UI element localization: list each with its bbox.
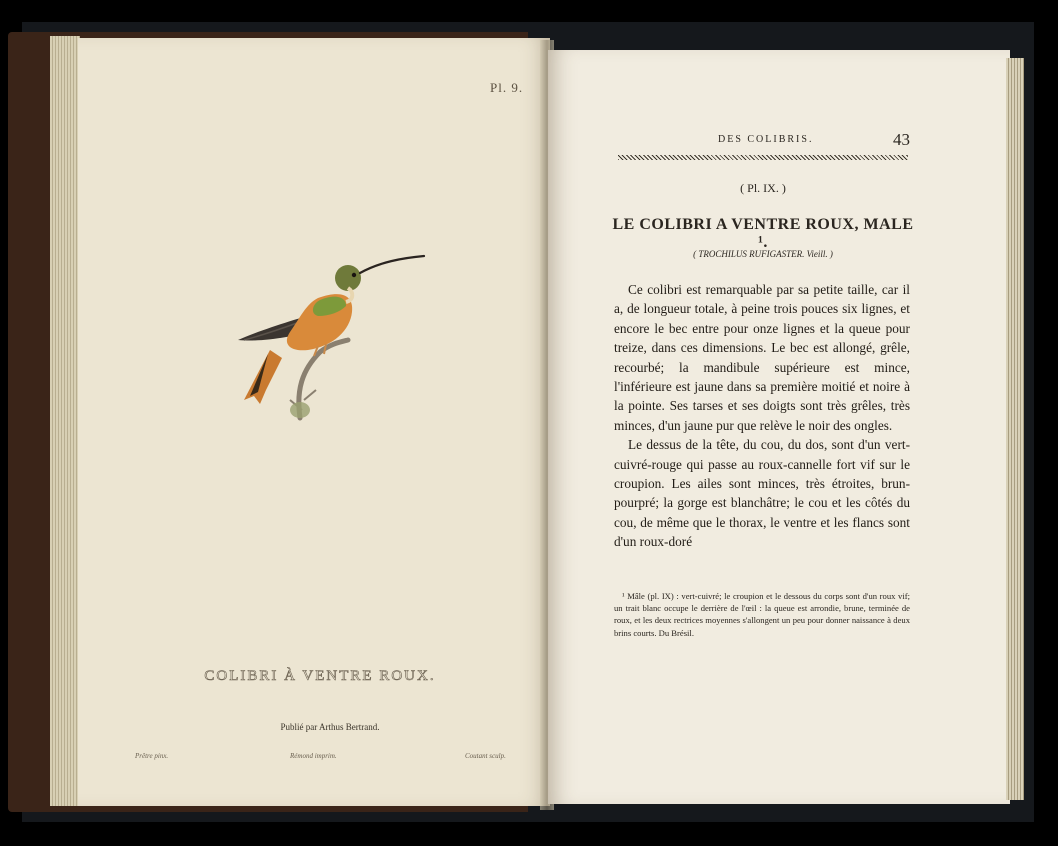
plate-number: Pl. 9. bbox=[490, 80, 524, 95]
paragraph: Ce colibri est remarquable par sa petite taille, car il a, de longueur totale, à peine trois pouces six lignes, et encore le bec entre pour onze lignes et la queue pour treize, dans ces dimensions. Le bec est allongé, grêle, recourbé; la mandibule supérieure est mince, l'inférieure est jaune dans sa première moitié et noire à la pointe. Ses tarses et ses doigts sont très grêles, très minces, d'un jaune pur que relève le noir des ongles. bbox=[614, 282, 910, 433]
scientific-name: ( TROCHILUS RUFIGASTER. Vieill. ) bbox=[693, 249, 833, 259]
plate-reference: ( Pl. IX. ) bbox=[740, 181, 786, 195]
page-edges-left bbox=[50, 36, 80, 806]
paragraph: Le dessus de la tête, du cou, du dos, sont d'un vert-cuivré-rouge qui passe au roux-cannelle fort vif sur le croupion. Les ailes sont minces, très étroites, brun-pourpré; la gorge est blanchâtre; le cou et les côtés du cou, de même que le thorax, le ventre et les flancs sont d'un roux-doré bbox=[614, 437, 910, 550]
chapter-heading: LE COLIBRI A VENTRE ROUX, MALE ¹. bbox=[612, 216, 914, 251]
running-head: DES COLIBRIS. bbox=[718, 134, 814, 145]
page-number: 43 bbox=[893, 130, 910, 149]
painter-credit: Prêtre pinx. bbox=[135, 752, 169, 760]
decorative-rule bbox=[618, 155, 908, 160]
engraver-credit: Coutant sculp. bbox=[465, 752, 506, 760]
hummingbird-illustration bbox=[230, 250, 430, 425]
footnote-text: ¹ Mâle (pl. IX) : vert-cuivré; le croupion et le dessous du corps sont d'un roux vif; un trait blanc occupe le derrière de l'œil : la queue est arrondie, brune, terminée de roux, et les deux rectrices moyennes s'allongent un peu pour donner naissance à deux brins courts. Du Brésil. bbox=[614, 591, 910, 638]
printer-credit: Rémond imprim. bbox=[290, 752, 337, 760]
footnote bbox=[614, 590, 910, 639]
page-edges-right bbox=[1006, 58, 1024, 800]
publisher-line: Publié par Arthus Bertrand. bbox=[280, 722, 380, 732]
body-text bbox=[614, 280, 910, 552]
plate-title: COLIBRI À VENTRE ROUX. bbox=[204, 668, 436, 684]
